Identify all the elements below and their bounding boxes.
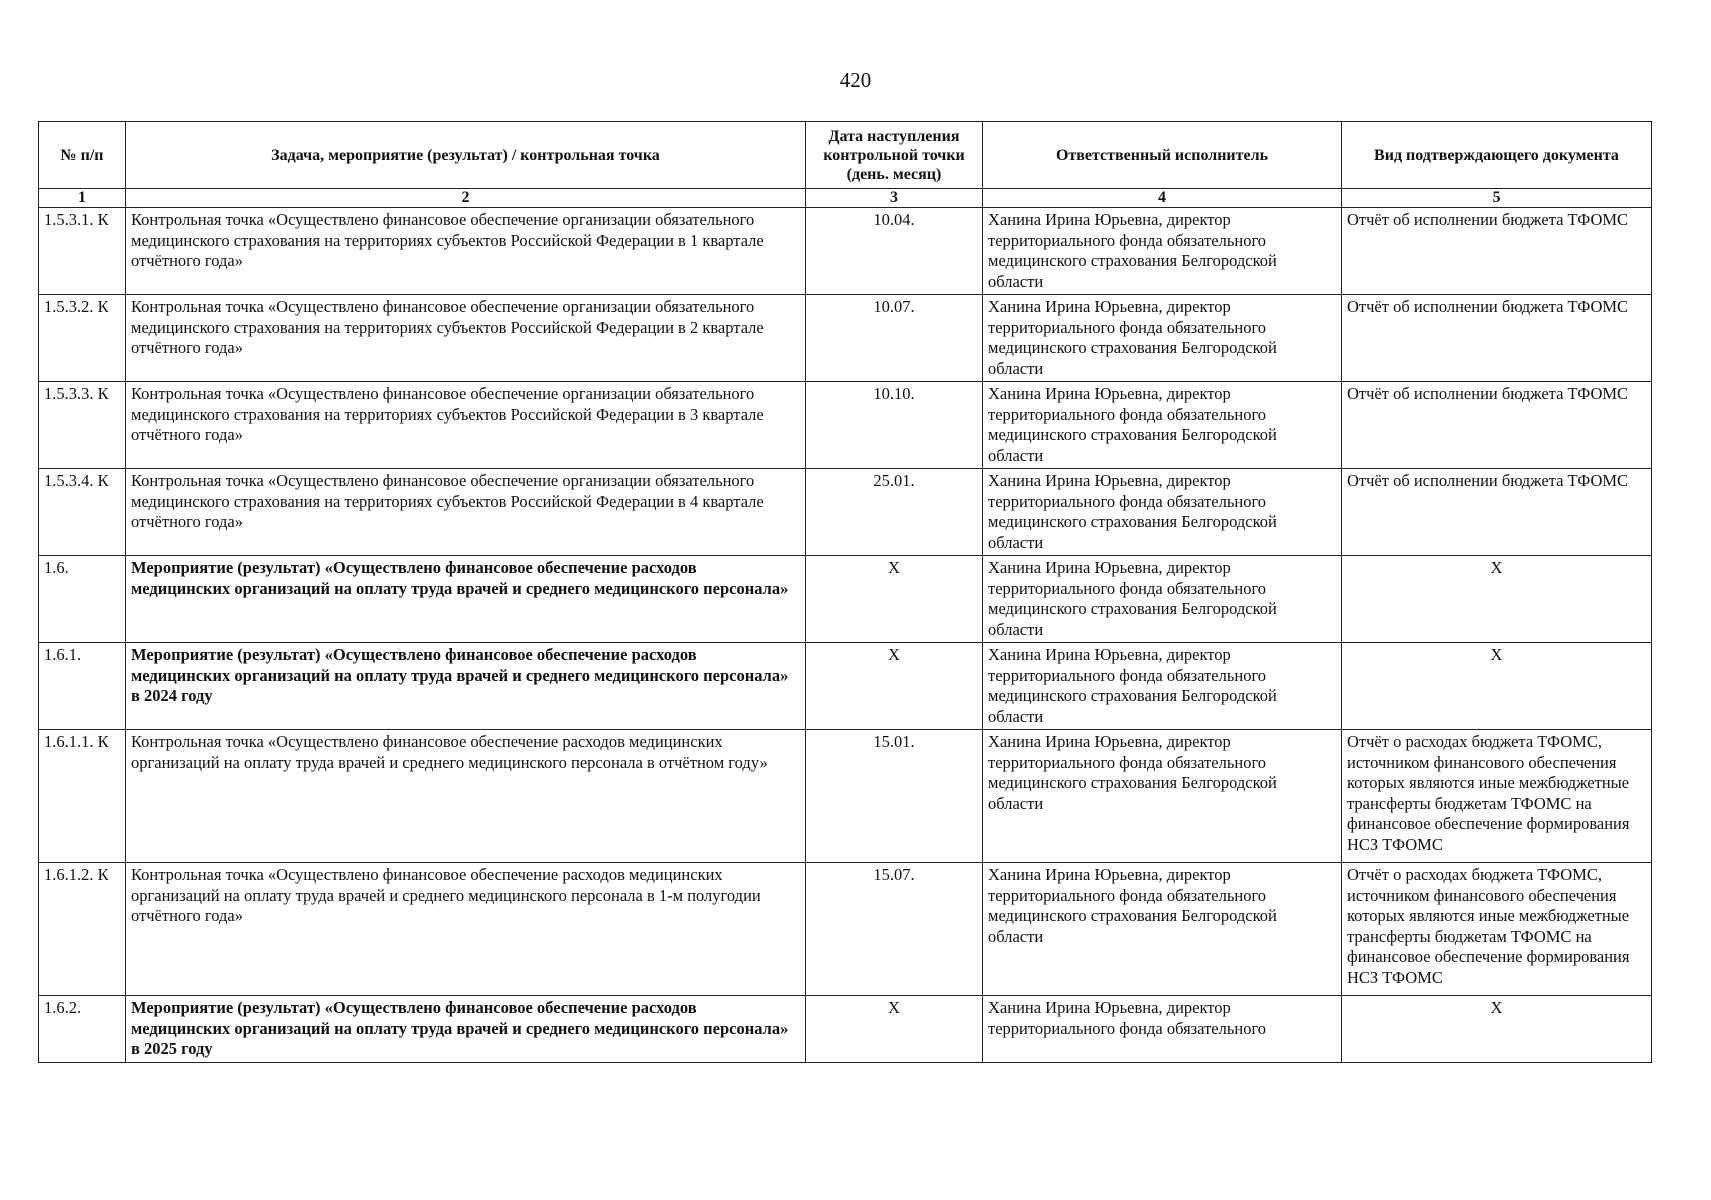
row-responsible: Ханина Ирина Юрьевна, директор территориального фонда обязательного <box>983 996 1342 1063</box>
row-number: 1.5.3.1. К <box>39 208 126 295</box>
column-header-task: Задача, мероприятие (результат) / контрольная точка <box>126 122 806 189</box>
row-document: Отчёт об исполнении бюджета ТФОМС <box>1342 469 1652 556</box>
row-date: 15.07. <box>806 863 983 996</box>
control-points-table <box>38 121 1652 1063</box>
row-date: X <box>806 643 983 730</box>
row-number: 1.5.3.4. К <box>39 469 126 556</box>
column-number: 3 <box>806 189 983 208</box>
row-date: 15.01. <box>806 730 983 863</box>
row-number: 1.6.1.1. К <box>39 730 126 863</box>
row-responsible: Ханина Ирина Юрьевна, директор территориального фонда обязательного медицинского страхования Белгородской области <box>983 730 1342 863</box>
row-responsible: Ханина Ирина Юрьевна, директор территориального фонда обязательного медицинского страхования Белгородской области <box>983 208 1342 295</box>
row-responsible: Ханина Ирина Юрьевна, директор территориального фонда обязательного медицинского страхования Белгородской области <box>983 469 1342 556</box>
row-task: Контрольная точка «Осуществлено финансовое обеспечение расходов медицинских организаций на оплату труда врачей и среднего медицинского персонала в отчётном году» <box>126 730 806 863</box>
row-number: 1.6.2. <box>39 996 126 1063</box>
row-responsible: Ханина Ирина Юрьевна, директор территориального фонда обязательного медицинского страхования Белгородской области <box>983 643 1342 730</box>
row-document: Отчёт об исполнении бюджета ТФОМС <box>1342 208 1652 295</box>
table-row <box>39 295 1652 382</box>
row-number: 1.6. <box>39 556 126 643</box>
column-number-row <box>39 189 1652 208</box>
table-row <box>39 730 1652 863</box>
row-date: 10.07. <box>806 295 983 382</box>
row-task: Мероприятие (результат) «Осуществлено финансовое обеспечение расходов медицинских организаций на оплату труда врачей и среднего медицинского персонала» в 2025 году <box>126 996 806 1063</box>
row-responsible: Ханина Ирина Юрьевна, директор территориального фонда обязательного медицинского страхования Белгородской области <box>983 556 1342 643</box>
table-row <box>39 863 1652 996</box>
row-date: X <box>806 556 983 643</box>
row-document: X <box>1342 643 1652 730</box>
column-header-responsible: Ответственный исполнитель <box>983 122 1342 189</box>
table-row <box>39 382 1652 469</box>
row-task: Контрольная точка «Осуществлено финансовое обеспечение организации обязательного медицинского страхования на территориях субъектов Российской Федерации в 1 квартале отчётного года» <box>126 208 806 295</box>
row-document: X <box>1342 556 1652 643</box>
table-row <box>39 996 1652 1063</box>
row-responsible: Ханина Ирина Юрьевна, директор территориального фонда обязательного медицинского страхования Белгородской области <box>983 863 1342 996</box>
row-number: 1.6.1. <box>39 643 126 730</box>
row-task: Контрольная точка «Осуществлено финансовое обеспечение организации обязательного медицинского страхования на территориях субъектов Российской Федерации в 4 квартале отчётного года» <box>126 469 806 556</box>
row-number: 1.5.3.2. К <box>39 295 126 382</box>
table-header-row <box>39 122 1652 189</box>
row-date: X <box>806 996 983 1063</box>
row-task: Мероприятие (результат) «Осуществлено финансовое обеспечение расходов медицинских организаций на оплату труда врачей и среднего медицинского персонала» <box>126 556 806 643</box>
table-row <box>39 556 1652 643</box>
row-responsible: Ханина Ирина Юрьевна, директор территориального фонда обязательного медицинского страхования Белгородской области <box>983 295 1342 382</box>
table-row <box>39 643 1652 730</box>
column-number: 1 <box>39 189 126 208</box>
row-document: Отчёт о расходах бюджета ТФОМС, источником финансового обеспечения которых являются иные межбюджетные трансферты бюджетам ТФОМС на финансовое обеспечение формирования НСЗ ТФОМС <box>1342 863 1652 996</box>
row-document: X <box>1342 996 1652 1063</box>
row-task: Контрольная точка «Осуществлено финансовое обеспечение расходов медицинских организаций на оплату труда врачей и среднего медицинского персонала в 1-м полугодии отчётного года» <box>126 863 806 996</box>
column-header-document: Вид подтверждающего документа <box>1342 122 1652 189</box>
row-date: 10.10. <box>806 382 983 469</box>
row-number: 1.6.1.2. К <box>39 863 126 996</box>
column-number: 2 <box>126 189 806 208</box>
column-number: 4 <box>983 189 1342 208</box>
table-row <box>39 469 1652 556</box>
column-header-date: Дата наступления контрольной точки (день. месяц) <box>806 122 983 189</box>
row-responsible: Ханина Ирина Юрьевна, директор территориального фонда обязательного медицинского страхования Белгородской области <box>983 382 1342 469</box>
row-task: Контрольная точка «Осуществлено финансовое обеспечение организации обязательного медицинского страхования на территориях субъектов Российской Федерации в 2 квартале отчётного года» <box>126 295 806 382</box>
row-document: Отчёт об исполнении бюджета ТФОМС <box>1342 382 1652 469</box>
column-number: 5 <box>1342 189 1652 208</box>
table-row <box>39 208 1652 295</box>
row-task: Контрольная точка «Осуществлено финансовое обеспечение организации обязательного медицинского страхования на территориях субъектов Российской Федерации в 3 квартале отчётного года» <box>126 382 806 469</box>
row-document: Отчёт об исполнении бюджета ТФОМС <box>1342 295 1652 382</box>
row-document: Отчёт о расходах бюджета ТФОМС, источником финансового обеспечения которых являются иные межбюджетные трансферты бюджетам ТФОМС на финансовое обеспечение формирования НСЗ ТФОМС <box>1342 730 1652 863</box>
column-header-number: № п/п <box>39 122 126 189</box>
row-date: 25.01. <box>806 469 983 556</box>
row-number: 1.5.3.3. К <box>39 382 126 469</box>
page-number: 420 <box>839 68 872 92</box>
row-task: Мероприятие (результат) «Осуществлено финансовое обеспечение расходов медицинских организаций на оплату труда врачей и среднего медицинского персонала» в 2024 году <box>126 643 806 730</box>
row-date: 10.04. <box>806 208 983 295</box>
